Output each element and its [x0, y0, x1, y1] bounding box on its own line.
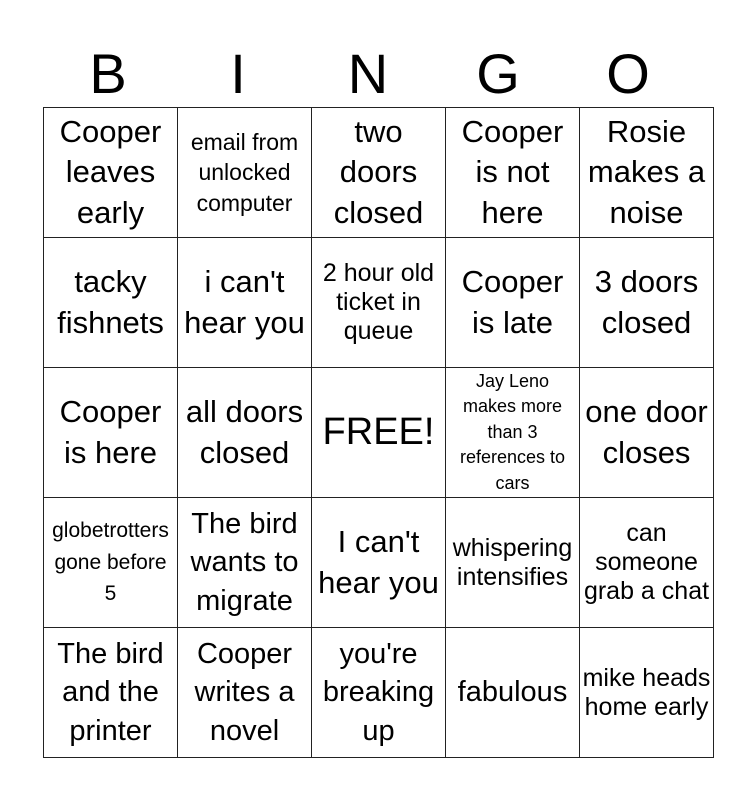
- bingo-cell[interactable]: you're breaking up: [312, 628, 446, 758]
- board-row-1: [44, 108, 714, 238]
- header-letter-i: I: [230, 42, 246, 105]
- bingo-cell[interactable]: 3 doors closed: [580, 238, 714, 368]
- bingo-cell[interactable]: Jay Leno makes more than 3 references to cars: [446, 368, 580, 498]
- bingo-cell[interactable]: globetrotters gone before 5: [44, 498, 178, 628]
- board-row-5: [44, 628, 714, 758]
- bingo-board: [43, 107, 714, 758]
- header-letter-g: G: [476, 42, 520, 105]
- bingo-cell[interactable]: Cooper leaves early: [44, 108, 178, 238]
- bingo-cell[interactable]: email from unlocked computer: [178, 108, 312, 238]
- bingo-cell[interactable]: i can't hear you: [178, 238, 312, 368]
- bingo-cell[interactable]: Cooper writes a novel: [178, 628, 312, 758]
- board-row-3: [44, 368, 714, 498]
- bingo-cell[interactable]: tacky fishnets: [44, 238, 178, 368]
- bingo-cell[interactable]: mike heads home early: [580, 628, 714, 758]
- bingo-cell[interactable]: The bird and the printer: [44, 628, 178, 758]
- free-space-cell[interactable]: FREE!: [312, 368, 446, 498]
- bingo-cell[interactable]: one door closes: [580, 368, 714, 498]
- bingo-cell[interactable]: two doors closed: [312, 108, 446, 238]
- bingo-cell[interactable]: I can't hear you: [312, 498, 446, 628]
- board-row-4: [44, 498, 714, 628]
- bingo-cell[interactable]: The bird wants to migrate: [178, 498, 312, 628]
- bingo-cell[interactable]: Rosie makes a noise: [580, 108, 714, 238]
- bingo-cell[interactable]: Cooper is here: [44, 368, 178, 498]
- bingo-cell[interactable]: all doors closed: [178, 368, 312, 498]
- board-row-2: [44, 238, 714, 368]
- header-letter-n: N: [347, 42, 389, 105]
- bingo-header: [43, 44, 693, 104]
- header-letter-b: B: [89, 42, 127, 105]
- bingo-cell[interactable]: 2 hour old ticket in queue: [312, 238, 446, 368]
- header-letter-o: O: [606, 42, 650, 105]
- bingo-cell[interactable]: can someone grab a chat: [580, 498, 714, 628]
- bingo-cell[interactable]: fabulous: [446, 628, 580, 758]
- bingo-cell[interactable]: whispering intensifies: [446, 498, 580, 628]
- bingo-cell[interactable]: Cooper is not here: [446, 108, 580, 238]
- bingo-cell[interactable]: Cooper is late: [446, 238, 580, 368]
